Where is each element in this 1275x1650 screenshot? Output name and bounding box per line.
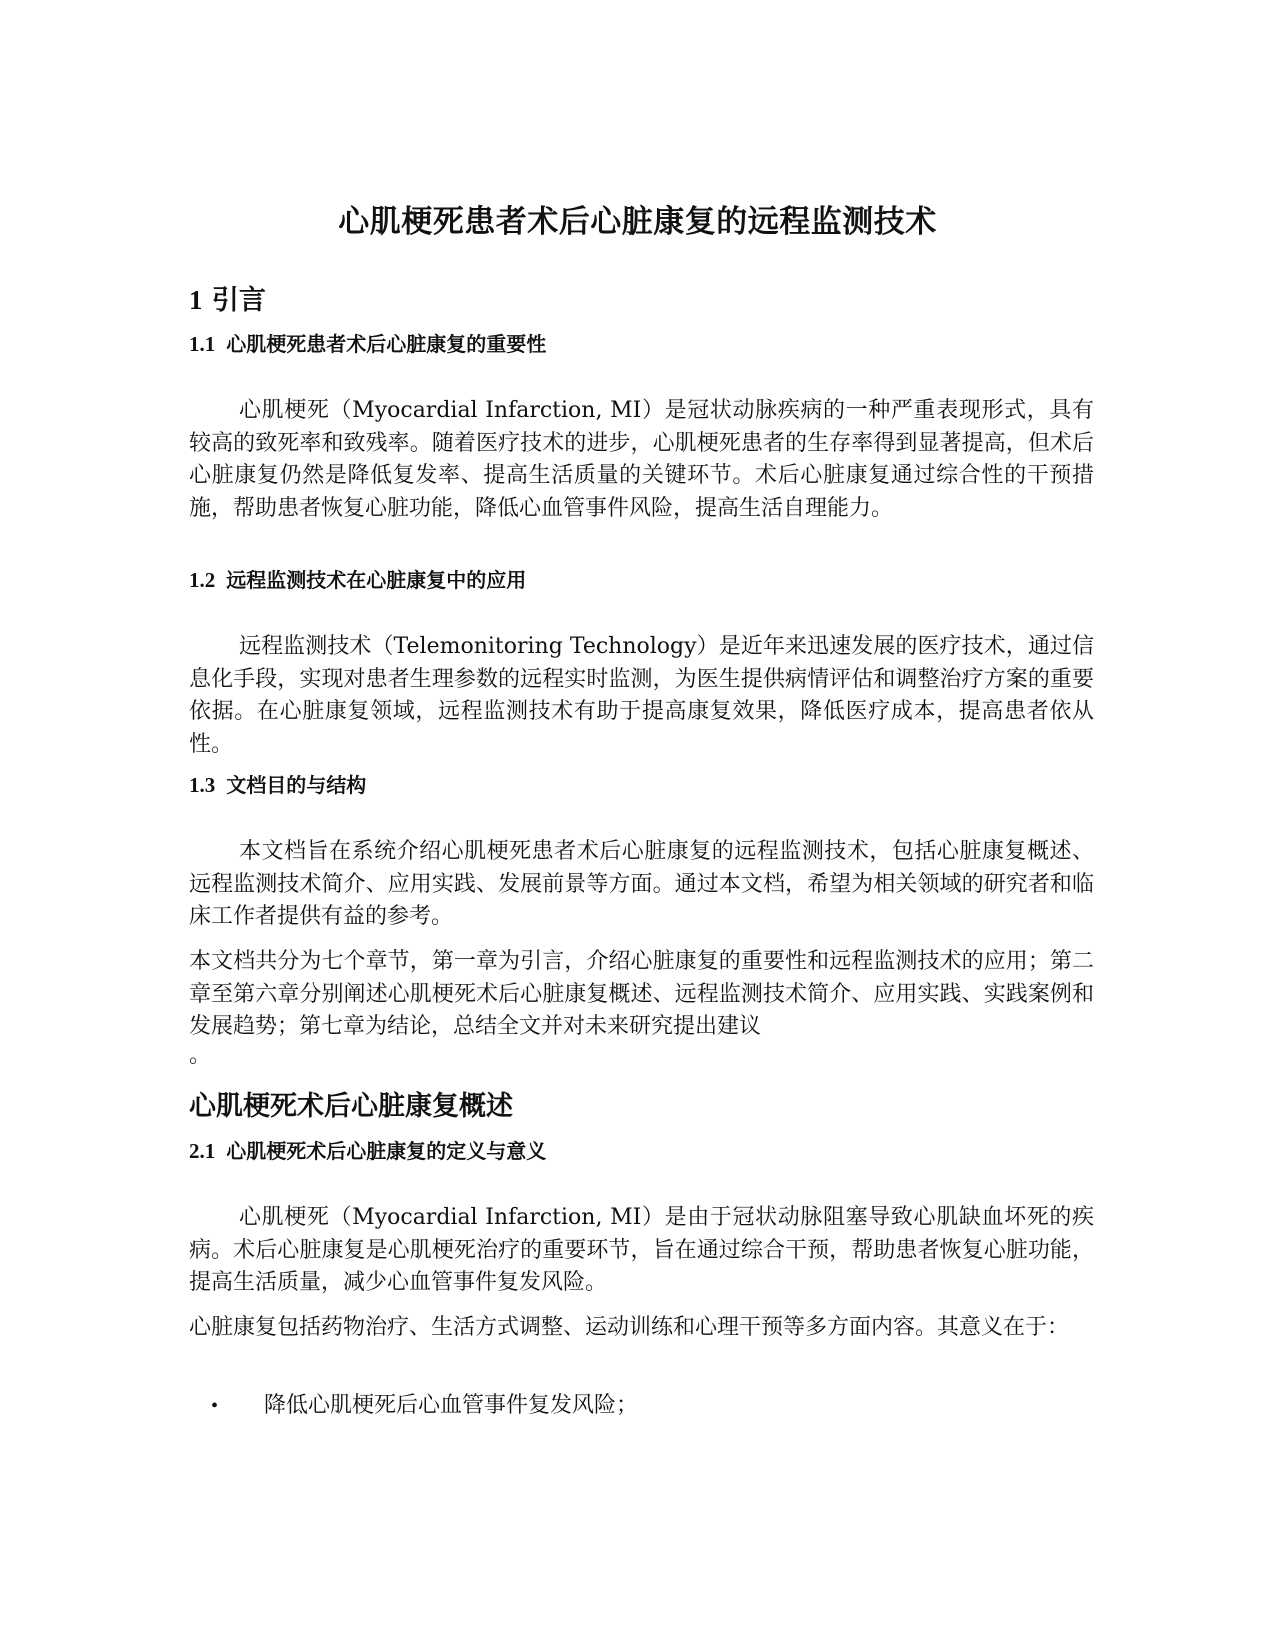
section-2-title: 心肌梗死术后心脏康复概述 [189, 1091, 513, 1122]
subsection-1-2-title: 远程监测技术在心脏康复中的应用 [226, 568, 527, 592]
section-1-heading [189, 281, 266, 320]
subsection-2-1-number: 2.1 [189, 1139, 216, 1163]
paragraph-2-1-1: 心肌梗死（Myocardial Infarction, MI）是由于冠状动脉阻塞导致心肌缺血坏死的疾病。术后心脏康复是心肌梗死治疗的重要环节，旨在通过综合干预，帮助患者恢复心脏功能，提高生活质量，减少心血管事件复发风险。 [189, 1205, 1094, 1295]
paragraph-1-2-1: 远程监测技术（Telemonitoring Technology）是近年来迅速发展的医疗技术，通过信息化手段，实现对患者生理参数的远程实时监测，为医生提供病情评估和调整治疗方案的重要依据。在心脏康复领域，远程监测技术有助于提高康复效果，降低医疗成本，提高患者依从性。 [189, 634, 1094, 757]
subsection-1-3-title: 文档目的与结构 [226, 773, 367, 797]
paragraph-1-3-1: 本文档旨在系统介绍心肌梗死患者术后心脏康复的远程监测技术，包括心脏康复概述、远程监测技术简介、应用实践、发展前景等方面。通过本文档，希望为相关领域的研究者和临床工作者提供有益的参考。 [189, 839, 1094, 929]
list-item-text: 降低心肌梗死后心血管事件复发风险； [264, 1393, 639, 1418]
subsection-1-3-number: 1.3 [189, 773, 216, 797]
paragraph-1-3-3: 。 [189, 1043, 212, 1068]
subsection-2-1-heading [189, 1136, 546, 1166]
subsection-1-2-number: 1.2 [189, 568, 216, 592]
subsection-1-1-title: 心肌梗死患者术后心脏康复的重要性 [226, 332, 547, 356]
subsection-1-3-heading [189, 770, 366, 800]
bullet-icon: • [211, 1395, 219, 1417]
subsection-1-1-number: 1.1 [189, 332, 216, 356]
subsection-1-1-heading [189, 329, 546, 359]
subsection-1-2-heading [189, 565, 526, 595]
section-1-title: 引言 [211, 285, 266, 316]
subsection-2-1-title: 心肌梗死术后心脏康复的定义与意义 [226, 1139, 547, 1163]
paragraph-1-1-1: 心肌梗死（Myocardial Infarction, MI）是冠状动脉疾病的一种严重表现形式，具有较高的致死率和致残率。随着医疗技术的进步，心肌梗死患者的生存率得到显著提高，但术后心脏康复仍然是降低复发率、提高生活质量的关键环节。术后心脏康复通过综合性的干预措施，帮助患者恢复心脏功能，降低心血管事件风险，提高生活自理能力。 [189, 398, 1094, 521]
document-title: 心肌梗死患者术后心脏康复的远程监测技术 [338, 204, 937, 240]
section-2-heading [189, 1088, 513, 1126]
paragraph-2-1-2: 心脏康复包括药物治疗、生活方式调整、运动训练和心理干预等多方面内容。其意义在于： [189, 1315, 1070, 1340]
section-1-number: 1 [189, 285, 203, 315]
paragraph-1-3-2: 本文档共分为七个章节，第一章为引言，介绍心脏康复的重要性和远程监测技术的应用；第二章至第六章分别阐述心肌梗死术后心脏康复概述、远程监测技术简介、应用实践、实践案例和发展趋势；第七章为结论，总结全文并对未来研究提出建议 [189, 949, 1094, 1039]
